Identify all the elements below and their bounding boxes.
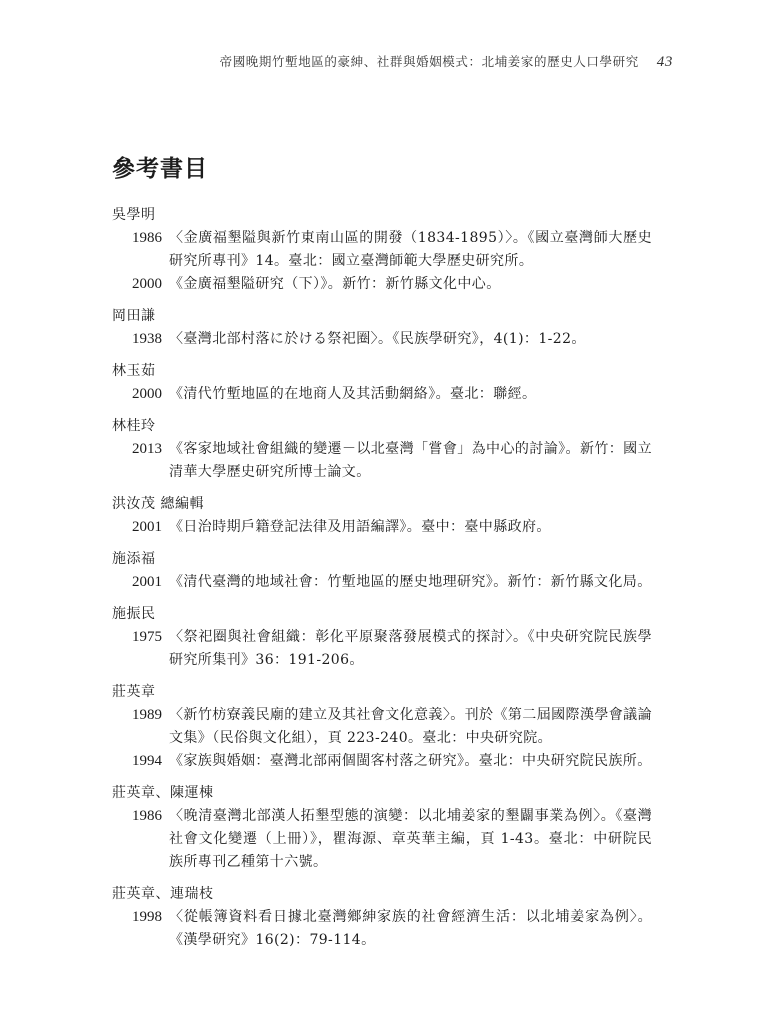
bibliography-entry [112,571,652,594]
bibliography-author: 莊英章、陳運棟 [112,785,214,801]
bibliography-list [112,204,652,952]
entry-year: 1986 [132,808,162,824]
bibliography-author: 林桂玲 [112,418,156,434]
bibliography-entry [112,516,652,539]
page-number: 43 [656,54,673,70]
bibliography-author: 洪汝茂 總編輯 [112,496,204,512]
bibliography-entry [112,704,652,750]
entry-citation: 《清代竹塹地區的在地商人及其活動網絡》。臺北：聯經。 [169,386,537,402]
bibliography-entry [112,805,652,874]
bibliography-entry [112,906,652,952]
bibliography-entry [112,328,652,351]
entry-citation: 〈從帳簿資料看日據北臺灣鄉紳家族的社會經濟生活：以北埔姜家為例〉。《漢學研究》16(2)：79-114。 [169,909,652,948]
bibliography-entry [112,438,652,484]
entry-year: 1975 [132,629,162,645]
bibliography-entry [112,273,652,296]
bibliography-author: 施振民 [112,606,156,622]
bibliography-author: 吳學明 [112,207,156,223]
entry-year: 1998 [132,909,162,925]
bibliography-entry [112,626,652,672]
entry-year: 2000 [132,386,162,402]
bibliography-author: 莊英章、連瑞枝 [112,886,214,902]
entry-citation: 《家族與婚姻：臺灣北部兩個閩客村落之研究》。臺北：中央研究院民族所。 [169,753,652,769]
entry-citation: 〈金廣福墾隘與新竹東南山區的開發（1834-1895）〉。《國立臺灣師大歷史研究所專刊》14。臺北：國立臺灣師範大學歷史研究所。 [169,230,652,269]
section-title: 參考書目 [112,155,208,182]
entry-citation: 〈晚清臺灣北部漢人拓墾型態的演變：以北埔姜家的墾闢事業為例〉。《臺灣社會文化變遷（上冊）》，瞿海源、章英華主編，頁 1-43。臺北：中研院民族所專刊乙種第十六號。 [169,808,652,870]
bibliography-author: 莊英章 [112,684,156,700]
entry-year: 2000 [132,276,162,292]
entry-citation: 《金廣福墾隘研究（下）》。新竹：新竹縣文化中心。 [169,276,501,292]
entry-citation: 《日治時期戶籍登記法律及用語編譯》。臺中：臺中縣政府。 [169,519,551,535]
entry-citation: 〈臺灣北部村落に於ける祭祀圈〉。《民族學研究》，4(1)：1-22。 [169,331,586,347]
bibliography-entry [112,750,652,773]
entry-year: 1986 [132,230,162,246]
entry-citation: 〈新竹枋寮義民廟的建立及其社會文化意義〉。刊於《第二屆國際漢學會議論文集》（民俗與文化組），頁 223-240。臺北：中央研究院。 [169,707,652,746]
bibliography-entry [112,227,652,273]
entry-citation: 《客家地域社會組織的變遷－以北臺灣「嘗會」為中心的討論》。新竹：國立清華大學歷史研究所博士論文。 [169,441,652,480]
entry-year: 2013 [132,441,162,457]
bibliography-author: 林玉茹 [112,363,156,379]
entry-year: 2001 [132,574,162,590]
bibliography-entry [112,383,652,406]
entry-citation: 《清代臺灣的地域社會：竹塹地區的歷史地理研究》。新竹：新竹縣文化局。 [169,574,652,590]
running-header-title: 帝國晚期竹塹地區的豪紳、社群與婚姻模式：北埔姜家的歷史人口學研究 [219,54,639,69]
entry-year: 1989 [132,707,162,723]
entry-year: 2001 [132,519,162,535]
bibliography-author: 施添福 [112,551,156,567]
entry-year: 1994 [132,753,162,769]
bibliography-author: 岡田謙 [112,308,156,324]
running-header [220,52,673,71]
entry-citation: 〈祭祀圈與社會組織：彰化平原聚落發展模式的探討〉。《中央研究院民族學研究所集刊》36：191-206。 [169,629,652,668]
entry-year: 1938 [132,331,162,347]
